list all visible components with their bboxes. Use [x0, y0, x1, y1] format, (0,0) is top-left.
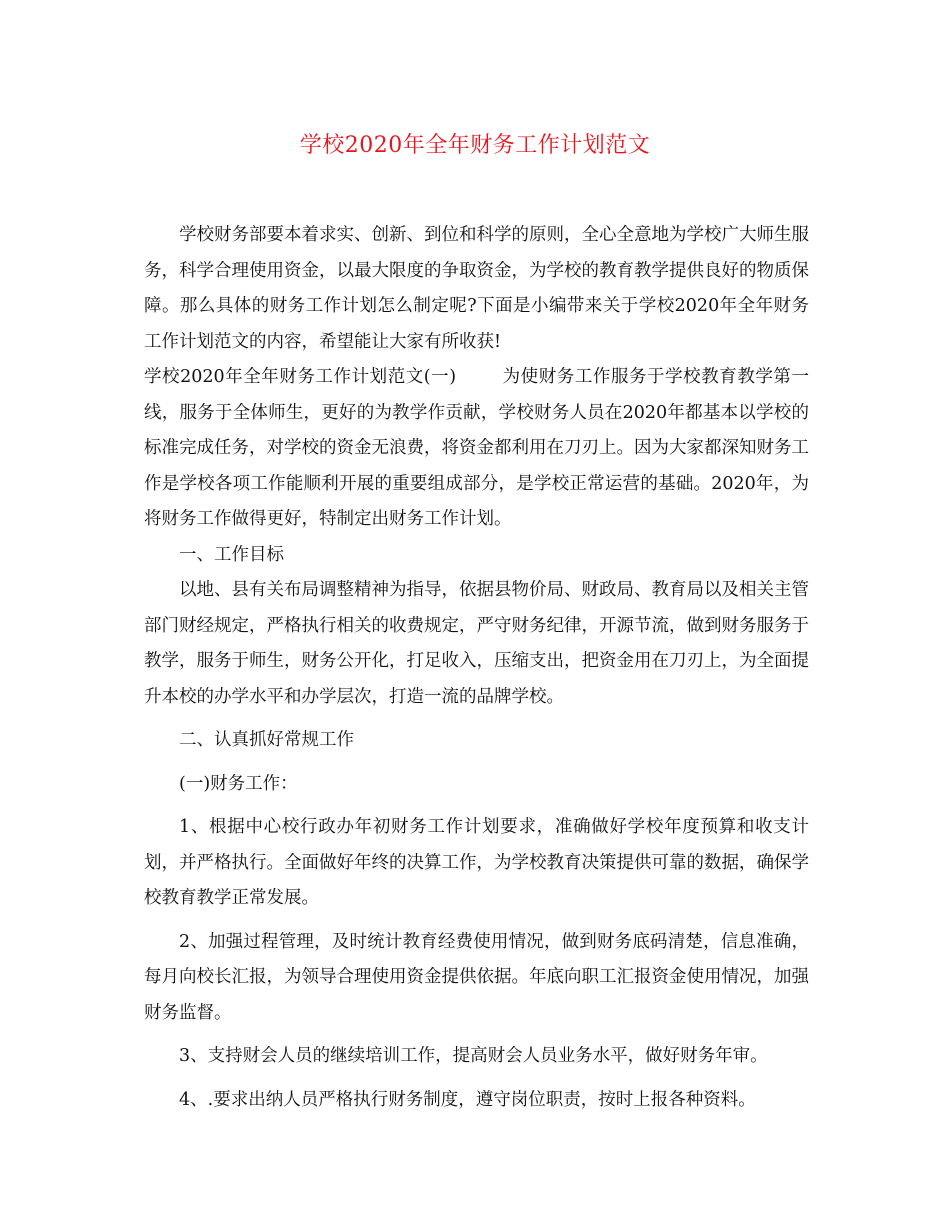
- heading-work-goal: 一、工作目标: [179, 544, 284, 565]
- intro-paragraph: 学校财务部要本着求实、创新、到位和科学的原则，全心全意地为学校广大师生服务，科学合理使用资金，以最大限度的争取资金，为学校的教育教学提供良好的物质保障。那么具体的财务工作计划怎么制定呢?下面是小编带来关于学校2020年全年财务工作计划范文的内容，希望能让大家有所收获!: [144, 225, 809, 352]
- goal-paragraph: 以地、县有关布局调整精神为指导，依据县物价局、财政局、教育局以及相关主管部门财经规定，严格执行相关的收费规定，严守财务纪律，开源节流，做到财务服务于教学，服务于师生，财务公开化，打足收入，压缩支出，把资金用在刀刃上，为全面提升本校的办学水平和办学层次，打造一流的品牌学校。: [144, 580, 809, 707]
- list-item-3: 3、支持财会人员的继续培训工作，提高财会人员业务水平，做好财务年审。: [179, 1046, 768, 1066]
- sub-heading-finance: (一)财务工作：: [179, 773, 298, 794]
- section-one-paragraph: [144, 360, 809, 538]
- list-item-4: 4、.要求出纳人员严格执行财务制度，遵守岗位职责，按时上报各种资料。: [179, 1089, 756, 1110]
- heading-routine-work: 二、认真抓好常规工作: [179, 730, 354, 750]
- section-one-heading: 学校2020年全年财务工作计划范文(一): [144, 367, 457, 387]
- list-item-2: 2、加强过程管理，及时统计教育经费使用情况，做到财务底码清楚，信息准确，每月向校长汇报，为领导合理使用资金提供依据。年底向职工汇报资金使用情况，加强财务监督。: [144, 931, 809, 1023]
- document-title: 学校2020年全年财务工作计划范文: [299, 133, 651, 158]
- list-item-1: 1、根据中心校行政办年初财务工作计划要求，准确做好学校年度预算和收支计划，并严格执行。全面做好年终的决算工作，为学校教育决策提供可靠的数据，确保学校教育教学正常发展。: [144, 817, 809, 908]
- section-one-text: 为使财务工作服务于学校教育教学第一线，服务于全体师生，更好的为教学作贡献，学校财务人员在2020年都基本以学校的标准完成任务，对学校的资金无浪费，将资金都利用在刀刃上。因为大家都深知财务工作是学校各项工作能顺利开展的重要组成部分，是学校正常运营的基础。2020年，为将财务工作做得更好，特制定出财务工作计划。: [144, 367, 809, 529]
- document-body: [144, 218, 809, 1118]
